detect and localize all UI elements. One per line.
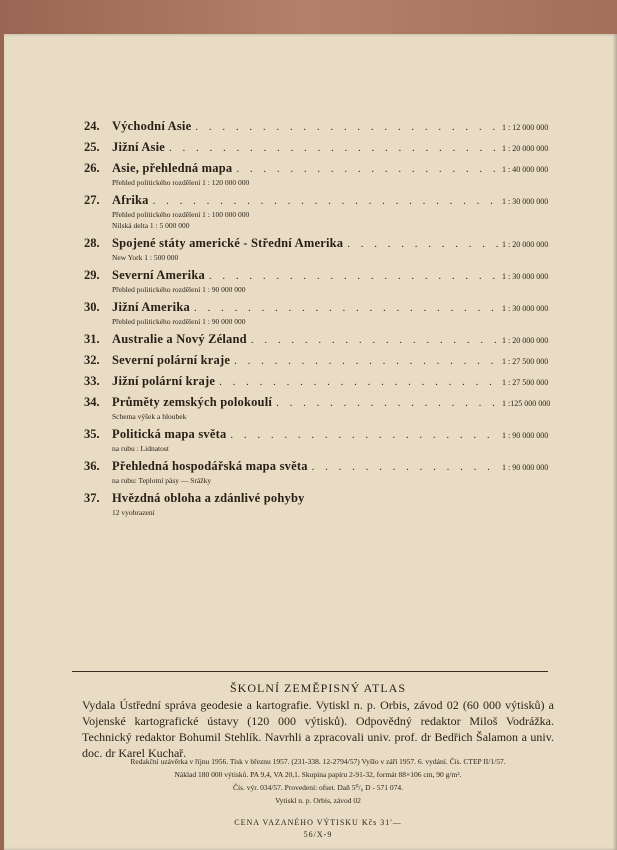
- toc-number: 31.: [84, 332, 100, 346]
- dot-leader: [153, 195, 498, 207]
- toc-title: Spojené státy americké - Střední Amerika: [112, 236, 344, 250]
- toc-entry: [84, 374, 554, 390]
- toc-subtitle: Přehled politického rozdělení 1 : 90 000 000: [112, 285, 246, 294]
- toc-entry: [84, 459, 554, 486]
- toc-scale: 1 : 20 000 000: [502, 240, 549, 249]
- dot-leader: [312, 461, 498, 473]
- colophon: [82, 680, 554, 761]
- toc-scale: 1 : 20 000 000: [502, 144, 549, 153]
- toc-title: Hvězdná obloha a zdánlivé pohyby: [112, 491, 305, 505]
- price: CENA VAZANÉHO VÝTISKU Kčs 31'—: [234, 818, 402, 827]
- print-line: Redakční uzávěrka v říjnu 1956. Tisk v březnu 1957. (231-338. 12-2794/57) Vyšlo v září 1957. 6. vydání. Čís. CTEP II/1/57.: [130, 757, 506, 766]
- toc-title: Politická mapa světa: [112, 427, 227, 441]
- price-block: [82, 817, 554, 841]
- toc-title: Východní Asie: [112, 119, 192, 133]
- toc-number: 24.: [84, 119, 100, 133]
- toc-entry: [84, 395, 554, 422]
- print-details: [82, 755, 554, 807]
- toc-subtitle: 12 vyobrazení: [112, 508, 155, 517]
- toc-number: 25.: [84, 140, 100, 154]
- toc-scale: 1 : 90 000 000: [502, 463, 549, 472]
- toc-number: 32.: [84, 353, 100, 367]
- dot-leader: [234, 355, 498, 367]
- toc-entry: [84, 332, 554, 348]
- toc-row: [84, 427, 554, 443]
- toc-row: [84, 300, 554, 316]
- toc-scale: 1 : 40 000 000: [502, 165, 549, 174]
- toc-subtitle: Přehled politického rozdělení 1 : 90 000 000: [112, 317, 246, 326]
- dot-leader: [219, 376, 498, 388]
- toc-number: 28.: [84, 236, 100, 250]
- toc-title: Jižní polární kraje: [112, 374, 216, 388]
- toc-scale: 1 : 90 000 000: [502, 431, 549, 440]
- toc-row: [84, 459, 554, 475]
- toc-row: [84, 161, 554, 177]
- colophon-text: Vydala Ústřední správa geodesie a kartografie. Vytiskl n. p. Orbis, závod 02 (60 000 výtisků) a Vojenské kartografické ústavy (120 000 výtisků). Odpovědný redaktor Miloš Vodrážka. Technický redaktor Bohumil Stehlík. Navrhli a zpracovali univ. prof. dr Bedřich Šalamon a univ. doc. dr Karel Kuchař.: [82, 698, 554, 760]
- toc-scale: 1 : 30 000 000: [502, 304, 549, 313]
- toc-title: Přehledná hospodářská mapa světa: [112, 459, 308, 473]
- toc-number: 29.: [84, 268, 100, 282]
- toc-subtitle: Schema výšek a hloubek: [112, 412, 187, 421]
- toc-title: Jižní Amerika: [112, 300, 190, 314]
- toc-entry: [84, 119, 554, 135]
- toc-title: Severní Amerika: [112, 268, 205, 282]
- toc-number: 27.: [84, 193, 100, 207]
- toc-scale: 1 : 30 000 000: [502, 272, 549, 281]
- table-of-contents: [84, 119, 554, 523]
- toc-number: 33.: [84, 374, 100, 388]
- toc-entry: [84, 140, 554, 156]
- toc-subtitle: Nilská delta 1 : 5 000 000: [112, 221, 190, 230]
- dot-leader: [230, 429, 498, 441]
- toc-row: [84, 140, 554, 156]
- toc-scale: 1 : 27 500 000: [502, 357, 549, 366]
- toc-scale: 1 : 20 000 000: [502, 336, 549, 345]
- dot-leader: [276, 397, 498, 409]
- toc-scale: 1 :125 000 000: [502, 399, 551, 408]
- toc-row: [84, 236, 554, 252]
- dot-leader: [169, 142, 498, 154]
- toc-row: [84, 395, 554, 411]
- toc-title: Jižní Asie: [112, 140, 166, 154]
- toc-number: 37.: [84, 491, 100, 505]
- toc-entry: [84, 300, 554, 327]
- toc-scale: 1 : 12 000 000: [502, 123, 549, 132]
- toc-scale: 1 : 30 000 000: [502, 197, 549, 206]
- toc-entry: [84, 193, 554, 231]
- toc-entry: [84, 236, 554, 263]
- toc-row: [84, 193, 554, 209]
- print-line: Čís. výr. 034/57. Provedení: ofset. Daň 5⁰/₀ D - 571 074.: [233, 783, 403, 792]
- dot-leader: [251, 334, 498, 346]
- toc-title: Severní polární kraje: [112, 353, 231, 367]
- print-line: Náklad 180 000 výtisků. PA 9,4, VA 20,1. Skupina papíru 2-91-32, formát 88×106 cm, 90 g/m².: [174, 770, 462, 779]
- toc-subtitle: Přehled politického rozdělení 1 : 100 000 000: [112, 210, 250, 219]
- toc-title: Asie, přehledná mapa: [112, 161, 233, 175]
- toc-entry: [84, 161, 554, 188]
- dot-leader: [209, 270, 498, 282]
- toc-title: Průměty zemských polokoulí: [112, 395, 273, 409]
- toc-number: 30.: [84, 300, 100, 314]
- toc-row: [84, 374, 554, 390]
- toc-row: [84, 332, 554, 348]
- toc-entry: [84, 268, 554, 295]
- toc-number: 36.: [84, 459, 100, 473]
- toc-row: [84, 353, 554, 369]
- toc-row: [84, 119, 554, 135]
- dot-leader: [236, 163, 498, 175]
- print-line: Vytiskl n. p. Orbis, závod 02: [275, 796, 361, 805]
- dot-leader: [347, 238, 498, 250]
- dot-leader: [195, 121, 498, 133]
- toc-title: Afrika: [112, 193, 149, 207]
- toc-subtitle: Přehled politického rozdělení 1 : 120 000 000: [112, 178, 250, 187]
- toc-subtitle: na rubu : Lidnatost: [112, 444, 169, 453]
- toc-entry: [84, 427, 554, 454]
- toc-subtitle: New York 1 : 500 000: [112, 253, 179, 262]
- toc-scale: 1 : 27 500 000: [502, 378, 549, 387]
- toc-number: 26.: [84, 161, 100, 175]
- toc-number: 34.: [84, 395, 100, 409]
- dot-leader: [194, 302, 498, 314]
- toc-subtitle: na rubu: Teplotní pásy — Srážky: [112, 476, 212, 485]
- toc-entry: [84, 491, 554, 518]
- toc-entry: [84, 353, 554, 369]
- toc-number: 35.: [84, 427, 100, 441]
- atlas-title: ŠKOLNÍ ZEMĚPISNÝ ATLAS: [229, 681, 406, 695]
- catalog-code: 56/X-9: [303, 830, 333, 839]
- toc-row: [84, 268, 554, 284]
- divider: [72, 671, 548, 672]
- toc-title: Australie a Nový Zéland: [112, 332, 247, 346]
- toc-row: [84, 491, 554, 507]
